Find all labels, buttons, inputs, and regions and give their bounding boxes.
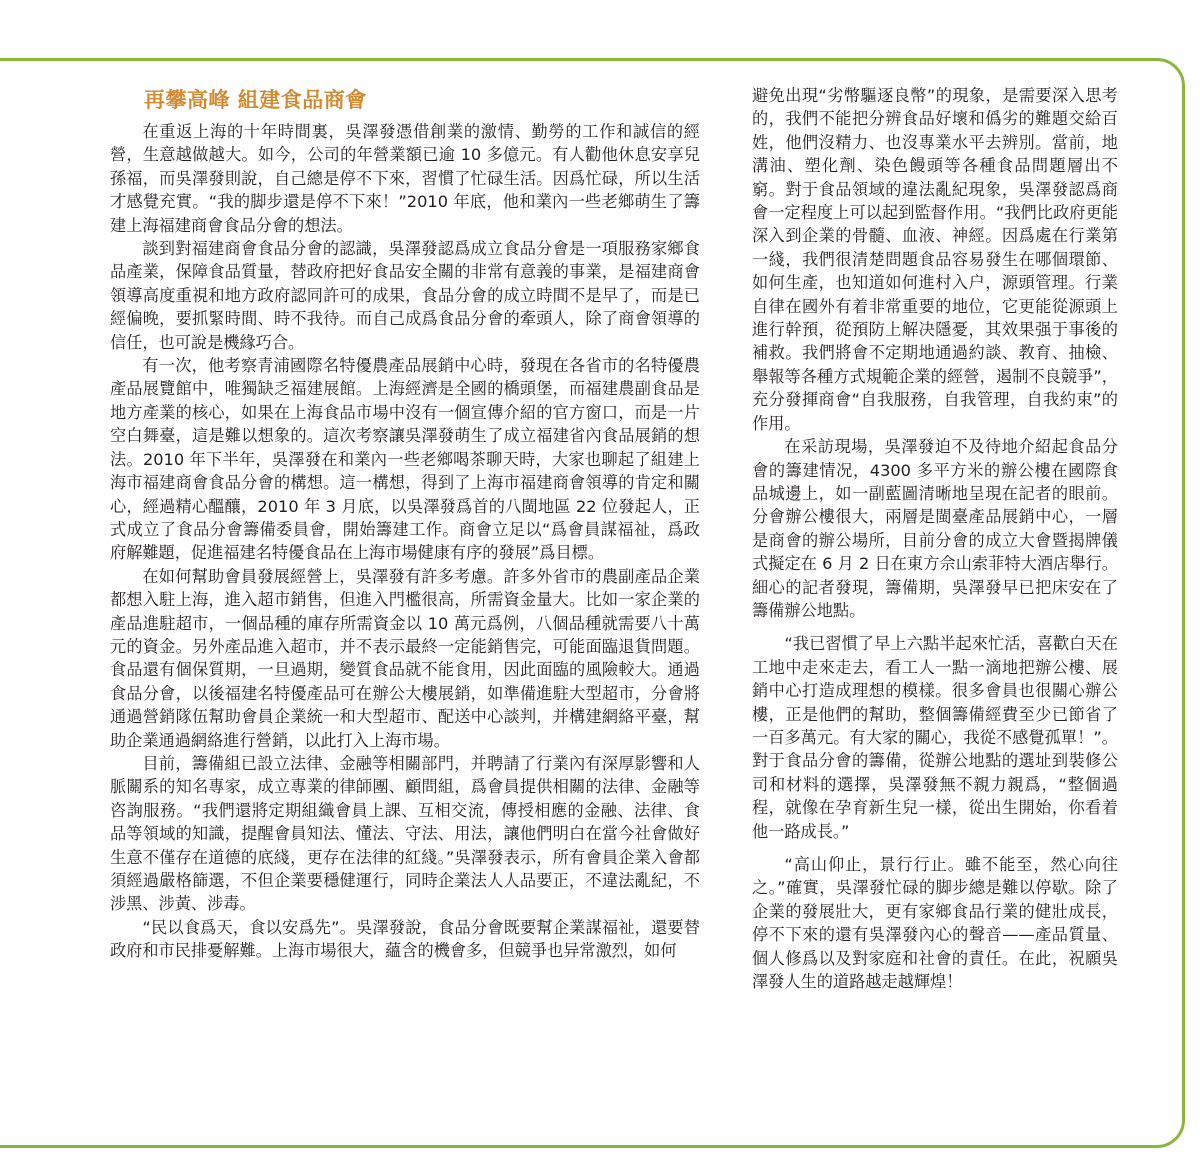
paragraph-continued: 避免出現“劣幣驅逐良幣”的現象，是需要深入思考的，我們不能把分辨食品好壞和僞劣的難題交給百姓，他們沒精力、也沒專業水平去辨別。當前，地溝油、塑化劑、染色饅頭等各種食品問題層出不窮。對于食品領域的違法亂紀現象，吳澤發認爲商會一定程度上可以起到監督作用。“我們比政府更能深入到企業的骨髓、血液、神經。因爲處在行業第一綫，我們很清楚問題食品容易發生在哪個環節、如何生產，也知道如何進村入户，源頭管理。行業自律在國外有着非常重要的地位，它更能從源頭上進行幹預，從預防上解决隱憂，其效果强于事後的補救。我們將會不定期地通過約談、教育、抽檢、舉報等各種方式規範企業的經營，遏制不良競爭”，充分發揮商會“自我服務，自我管理，自我約束”的作用。: [752, 86, 1118, 433]
article-title: 再攀高峰 組建食品商會: [144, 88, 367, 112]
paragraph: 談到對福建商會食品分會的認識，吳澤發認爲成立食品分會是一項服務家鄉食品產業，保障食品質量，替政府把好食品安全關的非常有意義的事業，是福建商會領導高度重視和地方政府認同許可的成果，食品分會的成立時間不是早了，而是已經偏晚，要抓緊時間、時不我待。而自己成爲食品分會的牽頭人，除了商會領導的信任，也可說是機緣巧合。: [110, 239, 700, 352]
paragraph-closing: “高山仰止，景行行止。雖不能至，然心向往之。”確實，吳澤發忙碌的脚步總是難以停歇。除了企業的發展壯大，更有家鄉食品行業的健壯成長，停不下來的還有吳澤發內心的聲音——產品質量、個人修爲以及對家庭和社會的責任。在此，祝願吳澤發人生的道路越走越輝煌！: [752, 855, 1118, 992]
paragraph: 在重返上海的十年時間裏，吳澤發憑借創業的激情、勤勞的工作和誠信的經營，生意越做越大。如今，公司的年營業額已逾 10 多億元。有人勸他休息安享兒孫福，而吳澤發則說，自己總是停不下來，習慣了忙碌生活。因爲忙碌，所以生活才感覺充實。“我的脚步還是停不下來！”2010 年底，他和業內一些老鄉萌生了籌建上海福建商會食品分會的想法。: [110, 122, 700, 235]
paragraph-quote: “我已習慣了早上六點半起來忙活，喜歡白天在工地中走來走去，看工人一點一滴地把辦公樓、展銷中心打造成理想的模樣。很多會員也很關心辦公樓，正是他們的幫助，整個籌備經費至少已節省了一百多萬元。有大家的關心，我從不感覺孤單！”。對于食品分會的籌備，從辦公地點的選址到裝修公司和材料的選擇，吳澤發無不親力親爲，“整個過程，就像在孕育新生兒一樣，從出生開始，你看着他一路成長。”: [752, 634, 1118, 841]
paragraph: “民以食爲天，食以安爲先”。吳澤發說，食品分會既要幫企業謀福祉，還要替政府和市民排憂解難。上海市場很大，蘊含的機會多，但競爭也异常激烈，如何: [110, 917, 700, 961]
paragraph: 在采訪現場，吳澤發迫不及待地介紹起食品分會的籌建情况，4300 多平方米的辦公樓在國際食品城邊上，如一副藍圖清晰地呈現在記者的眼前。分會辦公樓很大，兩層是閩臺產品展銷中心，一層是商會的辦公場所，目前分會的成立大會暨揭牌儀式擬定在 6 月 2 日在東方佘山索菲特大酒店舉行。細心的記者發現，籌備期，吳澤發早已把床安在了籌備辦公地點。: [752, 437, 1118, 620]
paragraph: 在如何幫助會員發展經營上，吳澤發有許多考慮。許多外省市的農副產品企業都想入駐上海，進入超市銷售，但進入門檻很高，所需資金量大。比如一家企業的產品進駐超市，一個品種的庫存所需資金以 10 萬元爲例，八個品種就需要八十萬元的資金。另外產品進入超市，并不表示最終一定能銷售完，可能面臨退貨問題。食品還有個保質期，一旦過期，變質食品就不能食用，因此面臨的風險較大。通過食品分會，以後福建名特優產品可在辦公大樓展銷，如準備進駐大型超市，分會將通過營銷隊伍幫助會員企業統一和大型超市、配送中心談判，并構建網絡平臺，幫助企業通過網絡進行營銷，以此打入上海市場。: [110, 566, 700, 750]
paragraph: 目前，籌備組已設立法律、金融等相關部門，并聘請了行業內有深厚影響和人脈關系的知名專家，成立專業的律師團、顧問組，爲會員提供相關的法律、金融等咨詢服務。“我們還將定期組織會員上課、互相交流，傳授相應的金融、法律、食品等領域的知識，提醒會員知法、懂法、守法、用法，讓他們明白在當今社會做好生意不僅存在道德的底綫，更存在法律的紅綫。”吳澤發表示，所有會員企業入會都須經過嚴格篩選，不但企業要穩健運行，同時企業法人人品要正，不違法亂紀，不涉黑、涉黃、涉毒。: [110, 753, 700, 914]
left-column: [110, 84, 700, 963]
paragraph: 有一次，他考察青浦國際名特優農產品展銷中心時，發現在各省市的名特優農產品展覽館中，唯獨缺乏福建展館。上海經濟是全國的橋頭堡，而福建農副食品是地方產業的核心，如果在上海食品市場中沒有一個宣傳介紹的官方窗口，而是一片空白舞臺，這是難以想象的。這次考察讓吳澤發萌生了成立福建省內食品展銷的想法。2010 年下半年，吳澤發在和業內一些老鄉喝茶聊天時，大家也聊起了組建上海市福建商會食品分會的構想。這一構想，得到了上海市福建商會領導的肯定和關心，經過精心醞釀，2010 年 3 月底，以吳澤發爲首的八閩地區 22 位發起人，正式成立了食品分會籌備委員會，開始籌建工作。商會立足以“爲會員謀福祉，爲政府解難題，促進福建名特優食品在上海市場健康有序的發展”爲目標。: [110, 356, 700, 563]
right-column: [752, 84, 1118, 993]
